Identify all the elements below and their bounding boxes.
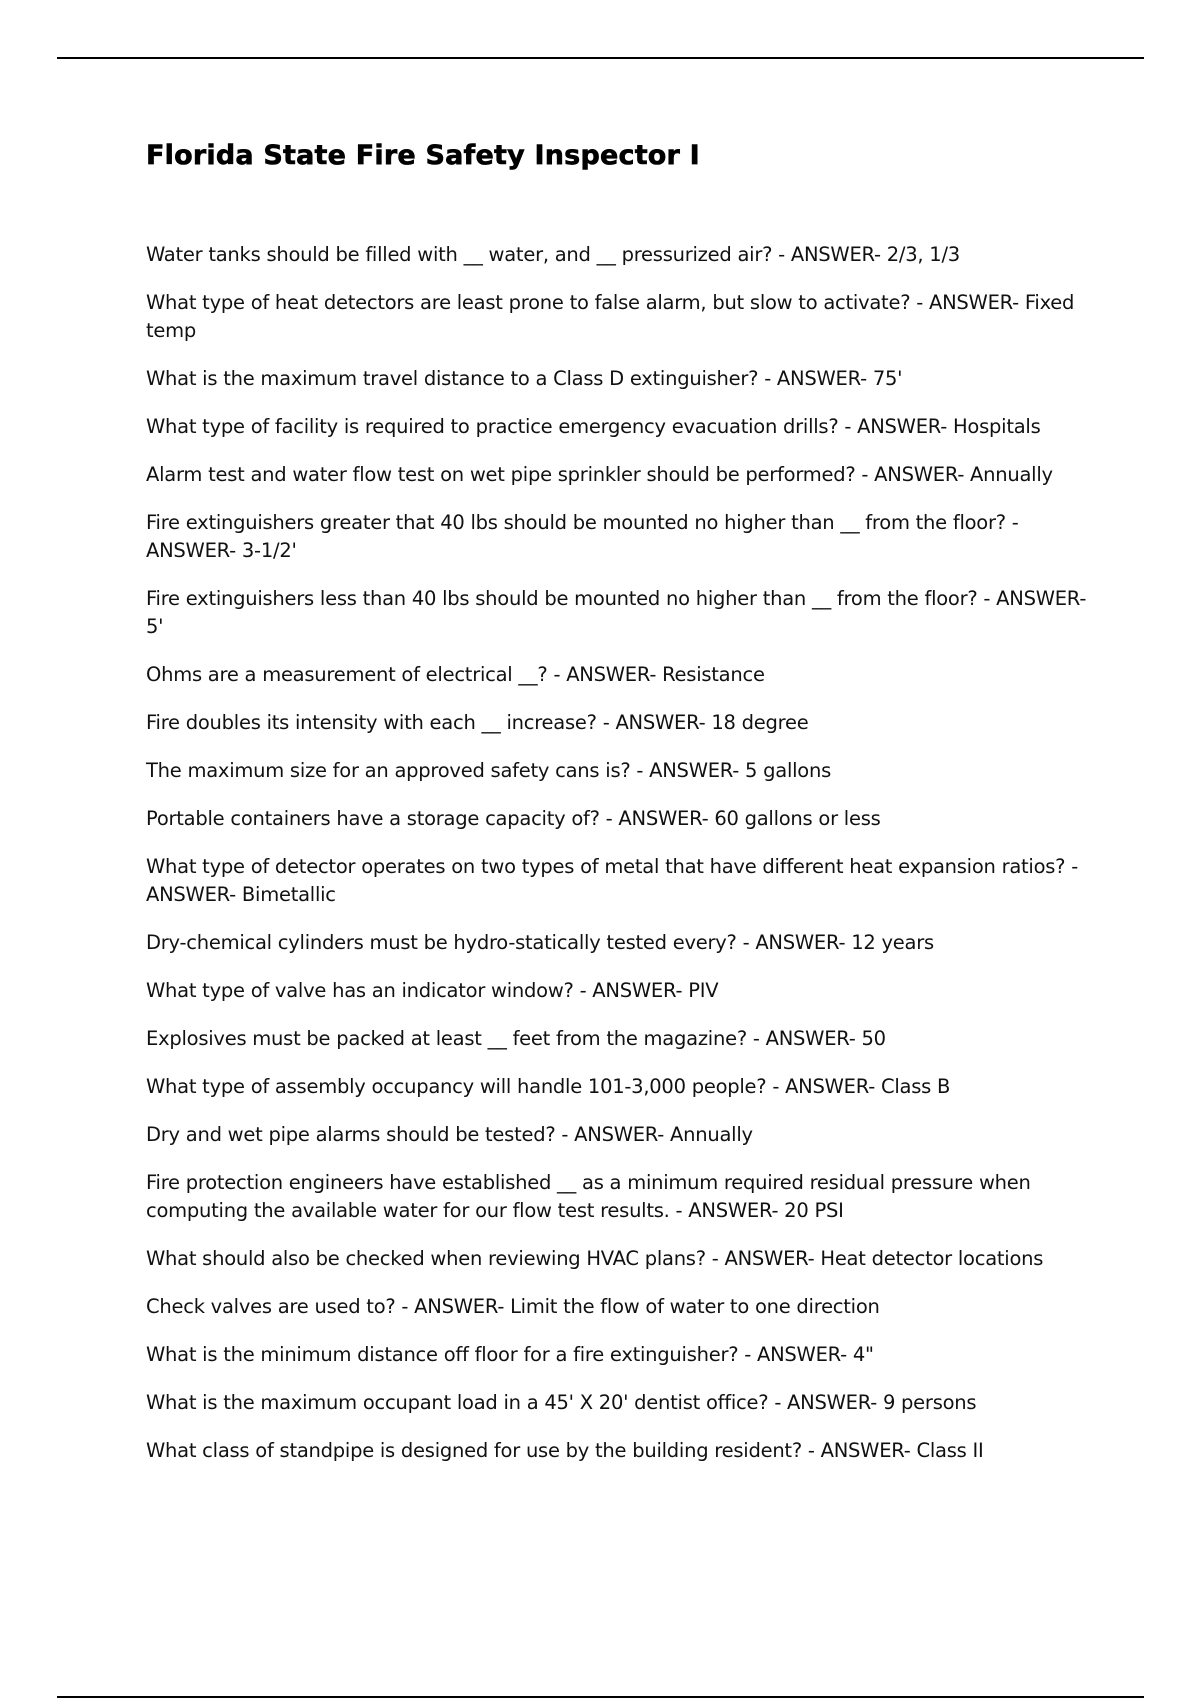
- qa-item: The maximum size for an approved safety cans is? - ANSWER- 5 gallons: [146, 759, 831, 782]
- qa-item: Water tanks should be filled with __ water, and __ pressurized air? - ANSWER- 2/3, 1/3: [146, 243, 960, 266]
- qa-item: Fire extinguishers greater that 40 lbs should be mounted no higher than __ from the floor? - ANSWER- 3-1/2': [146, 511, 1019, 562]
- qa-item: What should also be checked when reviewing HVAC plans? - ANSWER- Heat detector locations: [146, 1247, 1044, 1270]
- qa-item: What type of heat detectors are least prone to false alarm, but slow to activate? - ANSWER- Fixed temp: [146, 291, 1075, 342]
- qa-item: Fire doubles its intensity with each __ increase? - ANSWER- 18 degree: [146, 711, 809, 734]
- header-rule: [57, 57, 1144, 59]
- qa-list: [146, 241, 1092, 1485]
- qa-item: What class of standpipe is designed for use by the building resident? - ANSWER- Class II: [146, 1439, 984, 1462]
- qa-item: Dry-chemical cylinders must be hydro-statically tested every? - ANSWER- 12 years: [146, 931, 934, 954]
- qa-item: What type of facility is required to practice emergency evacuation drills? - ANSWER- Hospitals: [146, 415, 1041, 438]
- qa-item: Dry and wet pipe alarms should be tested? - ANSWER- Annually: [146, 1123, 753, 1146]
- qa-item: Ohms are a measurement of electrical __? - ANSWER- Resistance: [146, 663, 765, 686]
- qa-item: Fire protection engineers have established __ as a minimum required residual pressure when computing the available water for our flow test results. - ANSWER- 20 PSI: [146, 1171, 1031, 1222]
- qa-item: What type of assembly occupancy will handle 101-3,000 people? - ANSWER- Class B: [146, 1075, 951, 1098]
- qa-item: Portable containers have a storage capacity of? - ANSWER- 60 gallons or less: [146, 807, 881, 830]
- qa-item: Alarm test and water flow test on wet pipe sprinkler should be performed? - ANSWER- Annually: [146, 463, 1053, 486]
- qa-item: What is the maximum occupant load in a 45' X 20' dentist office? - ANSWER- 9 persons: [146, 1391, 977, 1414]
- qa-item: What type of valve has an indicator window? - ANSWER- PIV: [146, 979, 719, 1002]
- qa-item: What is the minimum distance off floor for a fire extinguisher? - ANSWER- 4": [146, 1343, 874, 1366]
- footer-rule: [57, 1696, 1144, 1698]
- qa-item: Check valves are used to? - ANSWER- Limit the flow of water to one direction: [146, 1295, 880, 1318]
- qa-item: Explosives must be packed at least __ feet from the magazine? - ANSWER- 50: [146, 1027, 886, 1050]
- document-title: Florida State Fire Safety Inspector I: [146, 140, 700, 171]
- qa-item: What is the maximum travel distance to a Class D extinguisher? - ANSWER- 75': [146, 367, 903, 390]
- qa-item: Fire extinguishers less than 40 lbs should be mounted no higher than __ from the floor? - ANSWER- 5': [146, 587, 1087, 638]
- qa-item: What type of detector operates on two types of metal that have different heat expansion ratios? - ANSWER- Bimetallic: [146, 855, 1079, 906]
